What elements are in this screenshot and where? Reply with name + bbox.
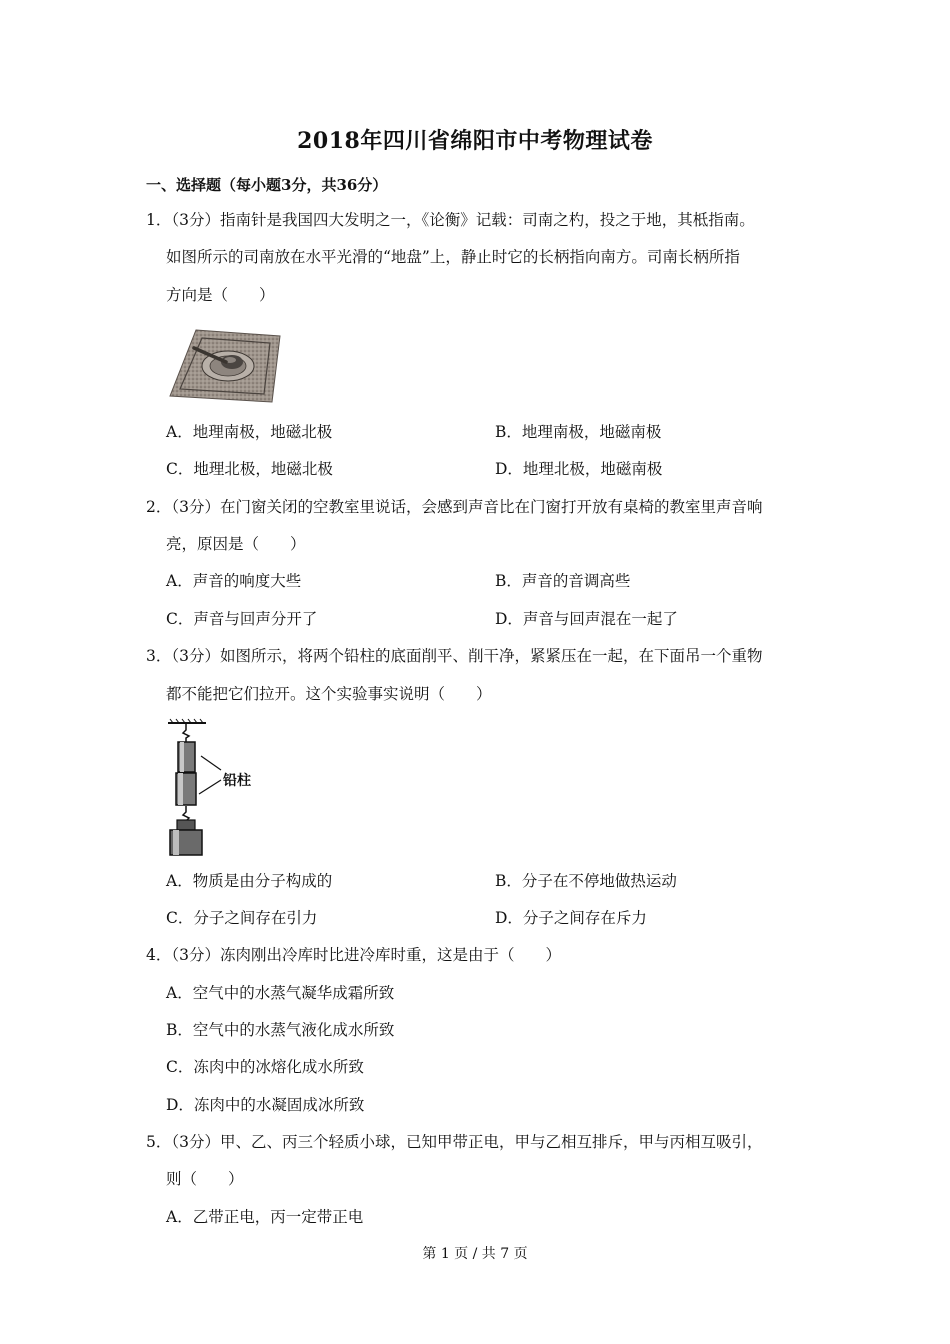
question-3-option-d: D．分子之间存在斥力 [495, 909, 647, 927]
question-1-option-b: B．地理南极，地磁南极 [495, 423, 662, 441]
question-2-line-1: 2．（3分）在门窗关闭的空教室里说话，会感到声音比在门窗打开放有桌椅的教室里声音响 [146, 498, 763, 516]
question-3-option-c: C．分子之间存在引力 [166, 909, 318, 927]
figure-label-lead-column: 铅柱 [223, 773, 251, 789]
question-4-option-d: D．冻肉中的水凝固成冰所致 [166, 1096, 365, 1114]
question-5-line-1: 5．（3分）甲、乙、丙三个轻质小球，已知甲带正电，甲与乙相互排斥，甲与丙相互吸引， [146, 1133, 763, 1151]
lead-cylinders-figure [166, 718, 266, 858]
question-5-option-a: A．乙带正电，丙一定带正电 [166, 1208, 364, 1226]
question-4-line-1: 4．（3分）冻肉刚出冷库时比进冷库时重，这是由于（ ） [146, 946, 561, 964]
question-1-line-3: 方向是（ ） [166, 286, 275, 304]
question-1-option-a: A．地理南极，地磁北极 [166, 423, 333, 441]
section-heading: 一、选择题（每小题3分，共36分） [146, 176, 388, 194]
question-2-option-c: C．声音与回声分开了 [166, 610, 318, 628]
question-1-option-d: D．地理北极，地磁南极 [495, 460, 663, 478]
page-footer: 第 1 页 / 共 7 页 [422, 1246, 528, 1262]
question-4-option-b: B．空气中的水蒸气液化成水所致 [166, 1021, 395, 1039]
question-3-option-b: B．分子在不停地做热运动 [495, 872, 677, 890]
question-5-line-2: 则（ ） [166, 1170, 244, 1188]
question-2-option-d: D．声音与回声混在一起了 [495, 610, 678, 628]
page-title: 2018年四川省绵阳市中考物理试卷 [297, 128, 653, 154]
question-4-option-a: A．空气中的水蒸气凝华成霜所致 [166, 984, 395, 1002]
question-2-option-b: B．声音的音调高些 [495, 572, 631, 590]
question-1-line-2: 如图所示的司南放在水平光滑的“地盘”上，静止时它的长柄指向南方。司南长柄所指 [166, 248, 740, 266]
question-3-option-a: A．物质是由分子构成的 [166, 872, 333, 890]
question-1-option-c: C．地理北极，地磁北极 [166, 460, 333, 478]
question-3-line-1: 3．（3分）如图所示，将两个铅柱的底面削平、削干净，紧紧压在一起，在下面吊一个重物 [146, 647, 763, 665]
question-2-option-a: A．声音的响度大些 [166, 572, 302, 590]
question-4-option-c: C．冻肉中的冰熔化成水所致 [166, 1058, 364, 1076]
compass-spoon-figure [168, 326, 282, 406]
question-2-line-2: 亮，原因是（ ） [166, 535, 306, 553]
question-3-line-2: 都不能把它们拉开。这个实验事实说明（ ） [166, 685, 492, 703]
question-1-line-1: 1．（3分）指南针是我国四大发明之一，《论衡》记载：司南之杓，投之于地，其柢指南。 [146, 211, 755, 229]
